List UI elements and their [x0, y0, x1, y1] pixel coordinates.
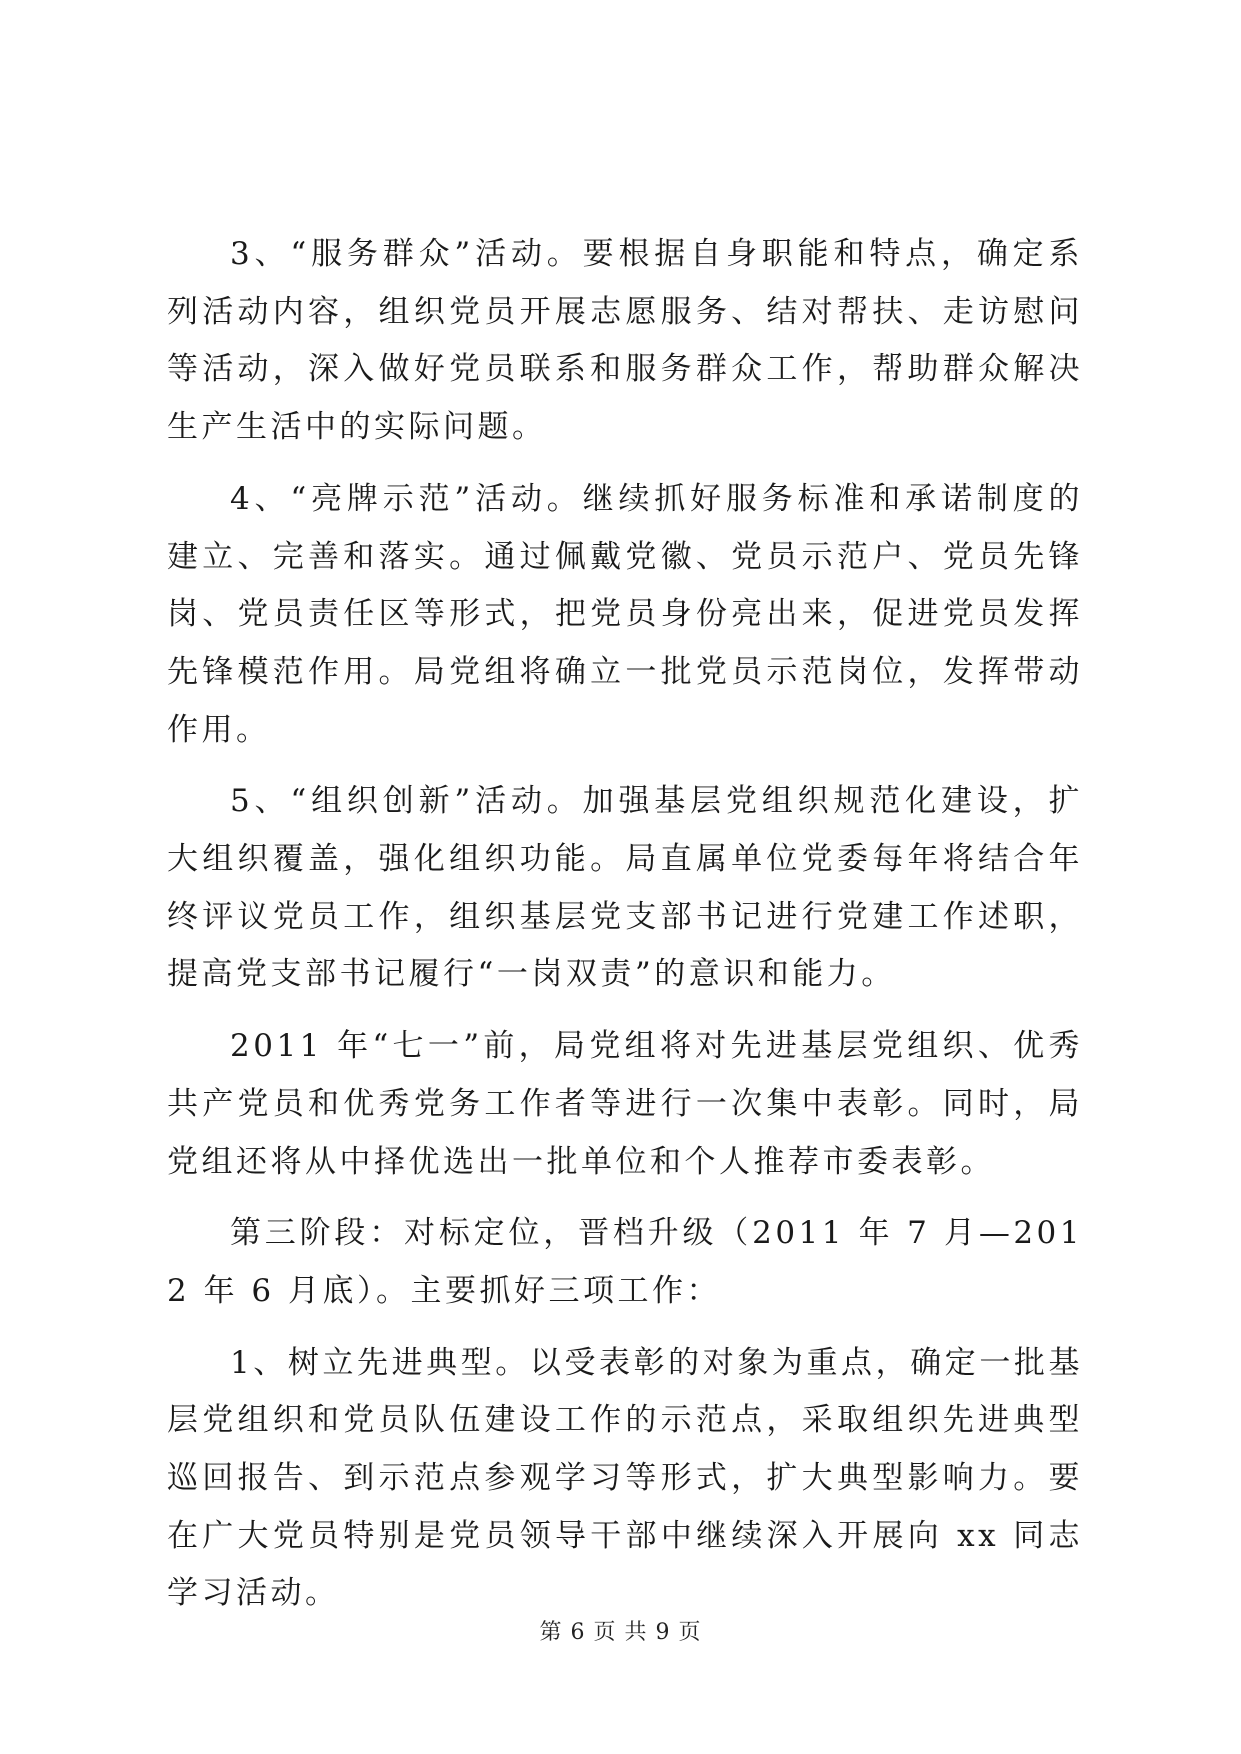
document-body	[167, 226, 1083, 1637]
paragraph-commendation: 2011 年“七一”前，局党组将对先进基层党组织、优秀共产党员和优秀党务工作者等进行一次集中表彰。同时，局党组还将从中择优选出一批单位和个人推荐市委表彰。	[167, 1028, 1083, 1180]
page-number-footer: 第 6 页 共 9 页	[539, 1620, 702, 1645]
paragraph-service-masses: 3、“服务群众”活动。要根据自身职能和特点，确定系列活动内容，组织党员开展志愿服务、结对帮扶、走访慰问等活动，深入做好党员联系和服务群众工作，帮助群众解决生产生活中的实际问题。	[167, 236, 1083, 446]
paragraph-third-stage: 第三阶段：对标定位，晋档升级（2011 年 7 月—2012 年 6 月底）。主要抓好三项工作：	[167, 1215, 1083, 1309]
paragraph-advanced-models: 1、树立先进典型。以受表彰的对象为重点，确定一批基层党组织和党员队伍建设工作的示范点，采取组织先进典型巡回报告、到示范点参观学习等形式，扩大典型影响力。要在广大党员特别是党员领导干部中继续深入开展向 xx 同志学习活动。	[167, 1344, 1083, 1612]
paragraph-show-badge: 4、“亮牌示范”活动。继续抓好服务标准和承诺制度的建立、完善和落实。通过佩戴党徽、党员示范户、党员先锋岗、党员责任区等形式，把党员身份亮出来，促进党员发挥先锋模范作用。局党组将确立一批党员示范岗位，发挥带动作用。	[167, 480, 1083, 748]
paragraph-organization-innovation: 5、“组织创新”活动。加强基层党组织规范化建设，扩大组织覆盖，强化组织功能。局直属单位党委每年将结合年终评议党员工作，组织基层党支部书记进行党建工作述职，提高党支部书记履行“一岗双责”的意识和能力。	[167, 783, 1083, 993]
